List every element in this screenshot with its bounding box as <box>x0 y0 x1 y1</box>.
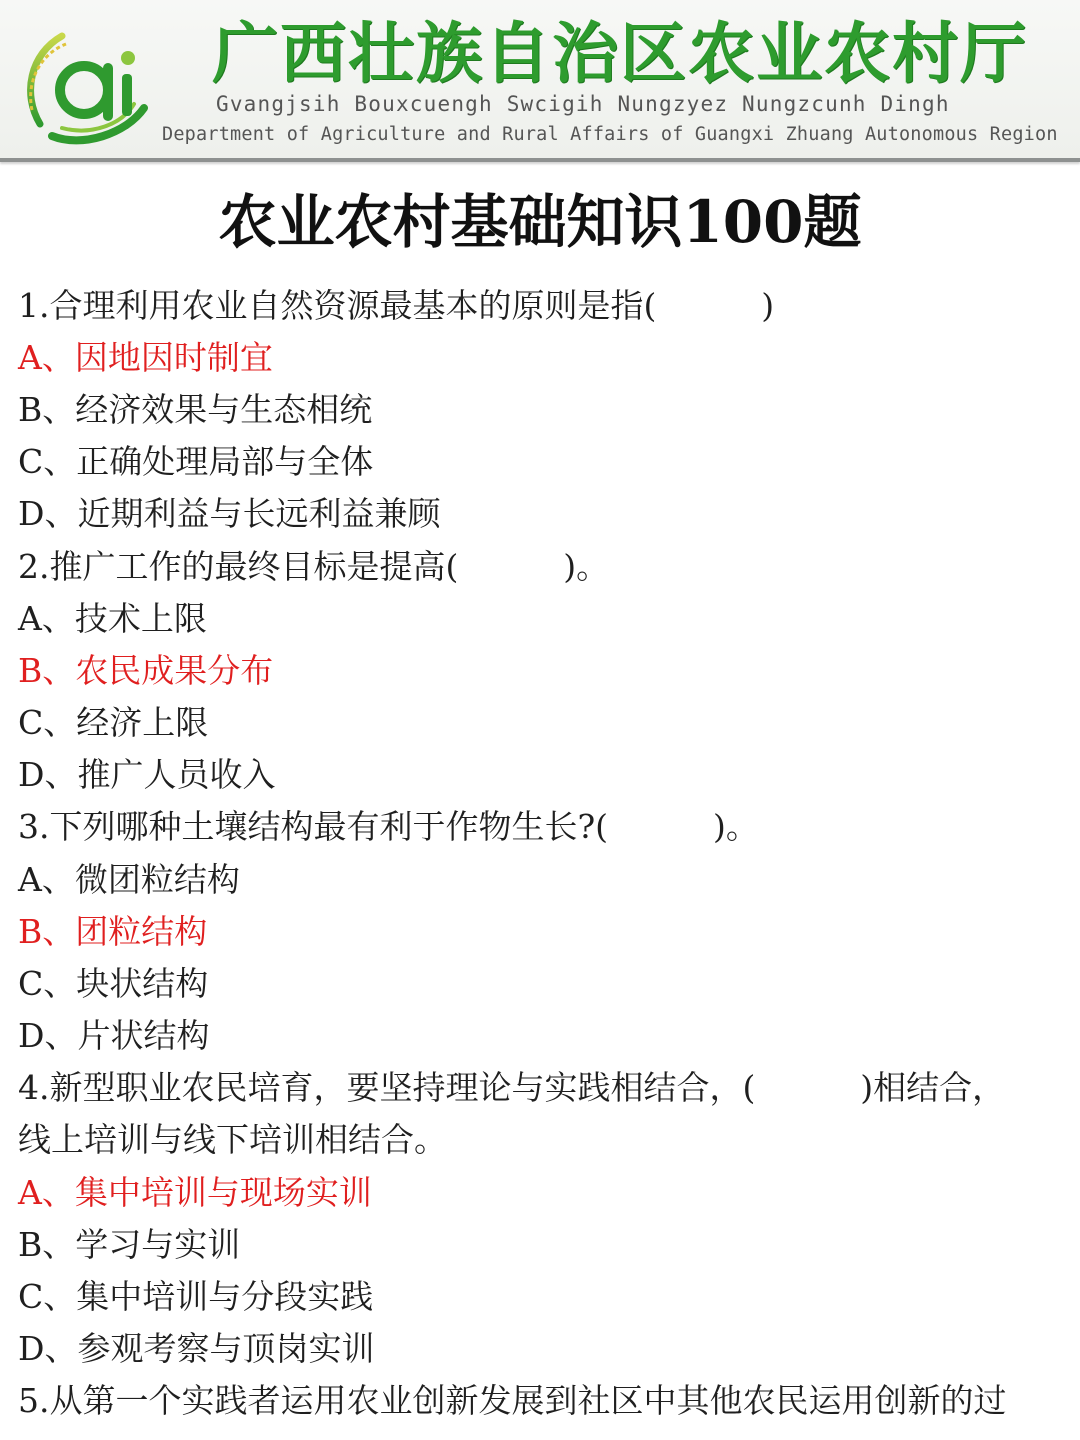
option-line: A、技术上限 <box>18 599 207 638</box>
correct-answer-line: A、因地因时制宜 <box>18 338 273 377</box>
question-line: 3.下列哪种土壤结构最有利于作物生长?( )。 <box>18 807 759 846</box>
option-line: D、参观考察与顶岗实训 <box>18 1329 375 1368</box>
option-line: D、推广人员收入 <box>18 755 276 794</box>
question-line: 5.从第一个实践者运用农业创新发展到社区中其他农民运用创新的过 <box>18 1381 1007 1420</box>
correct-answer-line: B、团粒结构 <box>18 912 208 951</box>
option-line: D、近期利益与长远利益兼顾 <box>18 494 441 533</box>
agency-title-zhuang: Gvangjsih Bouxcuengh Swcigih Nungzyez Nungzcunh Dingh <box>216 92 950 116</box>
wheat-ai-logo-icon <box>22 24 158 146</box>
option-line: A、微团粒结构 <box>18 860 240 899</box>
option-line: C、正确处理局部与全体 <box>18 442 374 481</box>
question-line: 1.合理利用农业自然资源最基本的原则是指( ) <box>18 286 775 325</box>
header-banner <box>0 0 1080 162</box>
agency-title-english: Department of Agriculture and Rural Affairs of Guangxi Zhuang Autonomous Region <box>162 124 1058 145</box>
option-line: B、学习与实训 <box>18 1225 241 1264</box>
document-title: 农业农村基础知识100题 <box>218 188 862 256</box>
option-line: C、集中培训与分段实践 <box>18 1277 374 1316</box>
question-line: 2.推广工作的最终目标是提高( )。 <box>18 547 610 586</box>
agency-title: 广西壮族自治区农业农村厅 <box>212 15 1028 92</box>
option-line: C、经济上限 <box>18 703 209 742</box>
question-line: 线上培训与线下培训相结合。 <box>18 1120 447 1159</box>
option-line: B、经济效果与生态相统 <box>18 390 373 429</box>
option-line: C、块状结构 <box>18 964 209 1003</box>
question-line: 4.新型职业农民培育，要坚持理论与实践相结合，( )相结合， <box>18 1068 1006 1107</box>
correct-answer-line: A、集中培训与现场实训 <box>18 1173 372 1212</box>
option-line: D、片状结构 <box>18 1016 210 1055</box>
correct-answer-line: B、农民成果分布 <box>18 651 274 690</box>
